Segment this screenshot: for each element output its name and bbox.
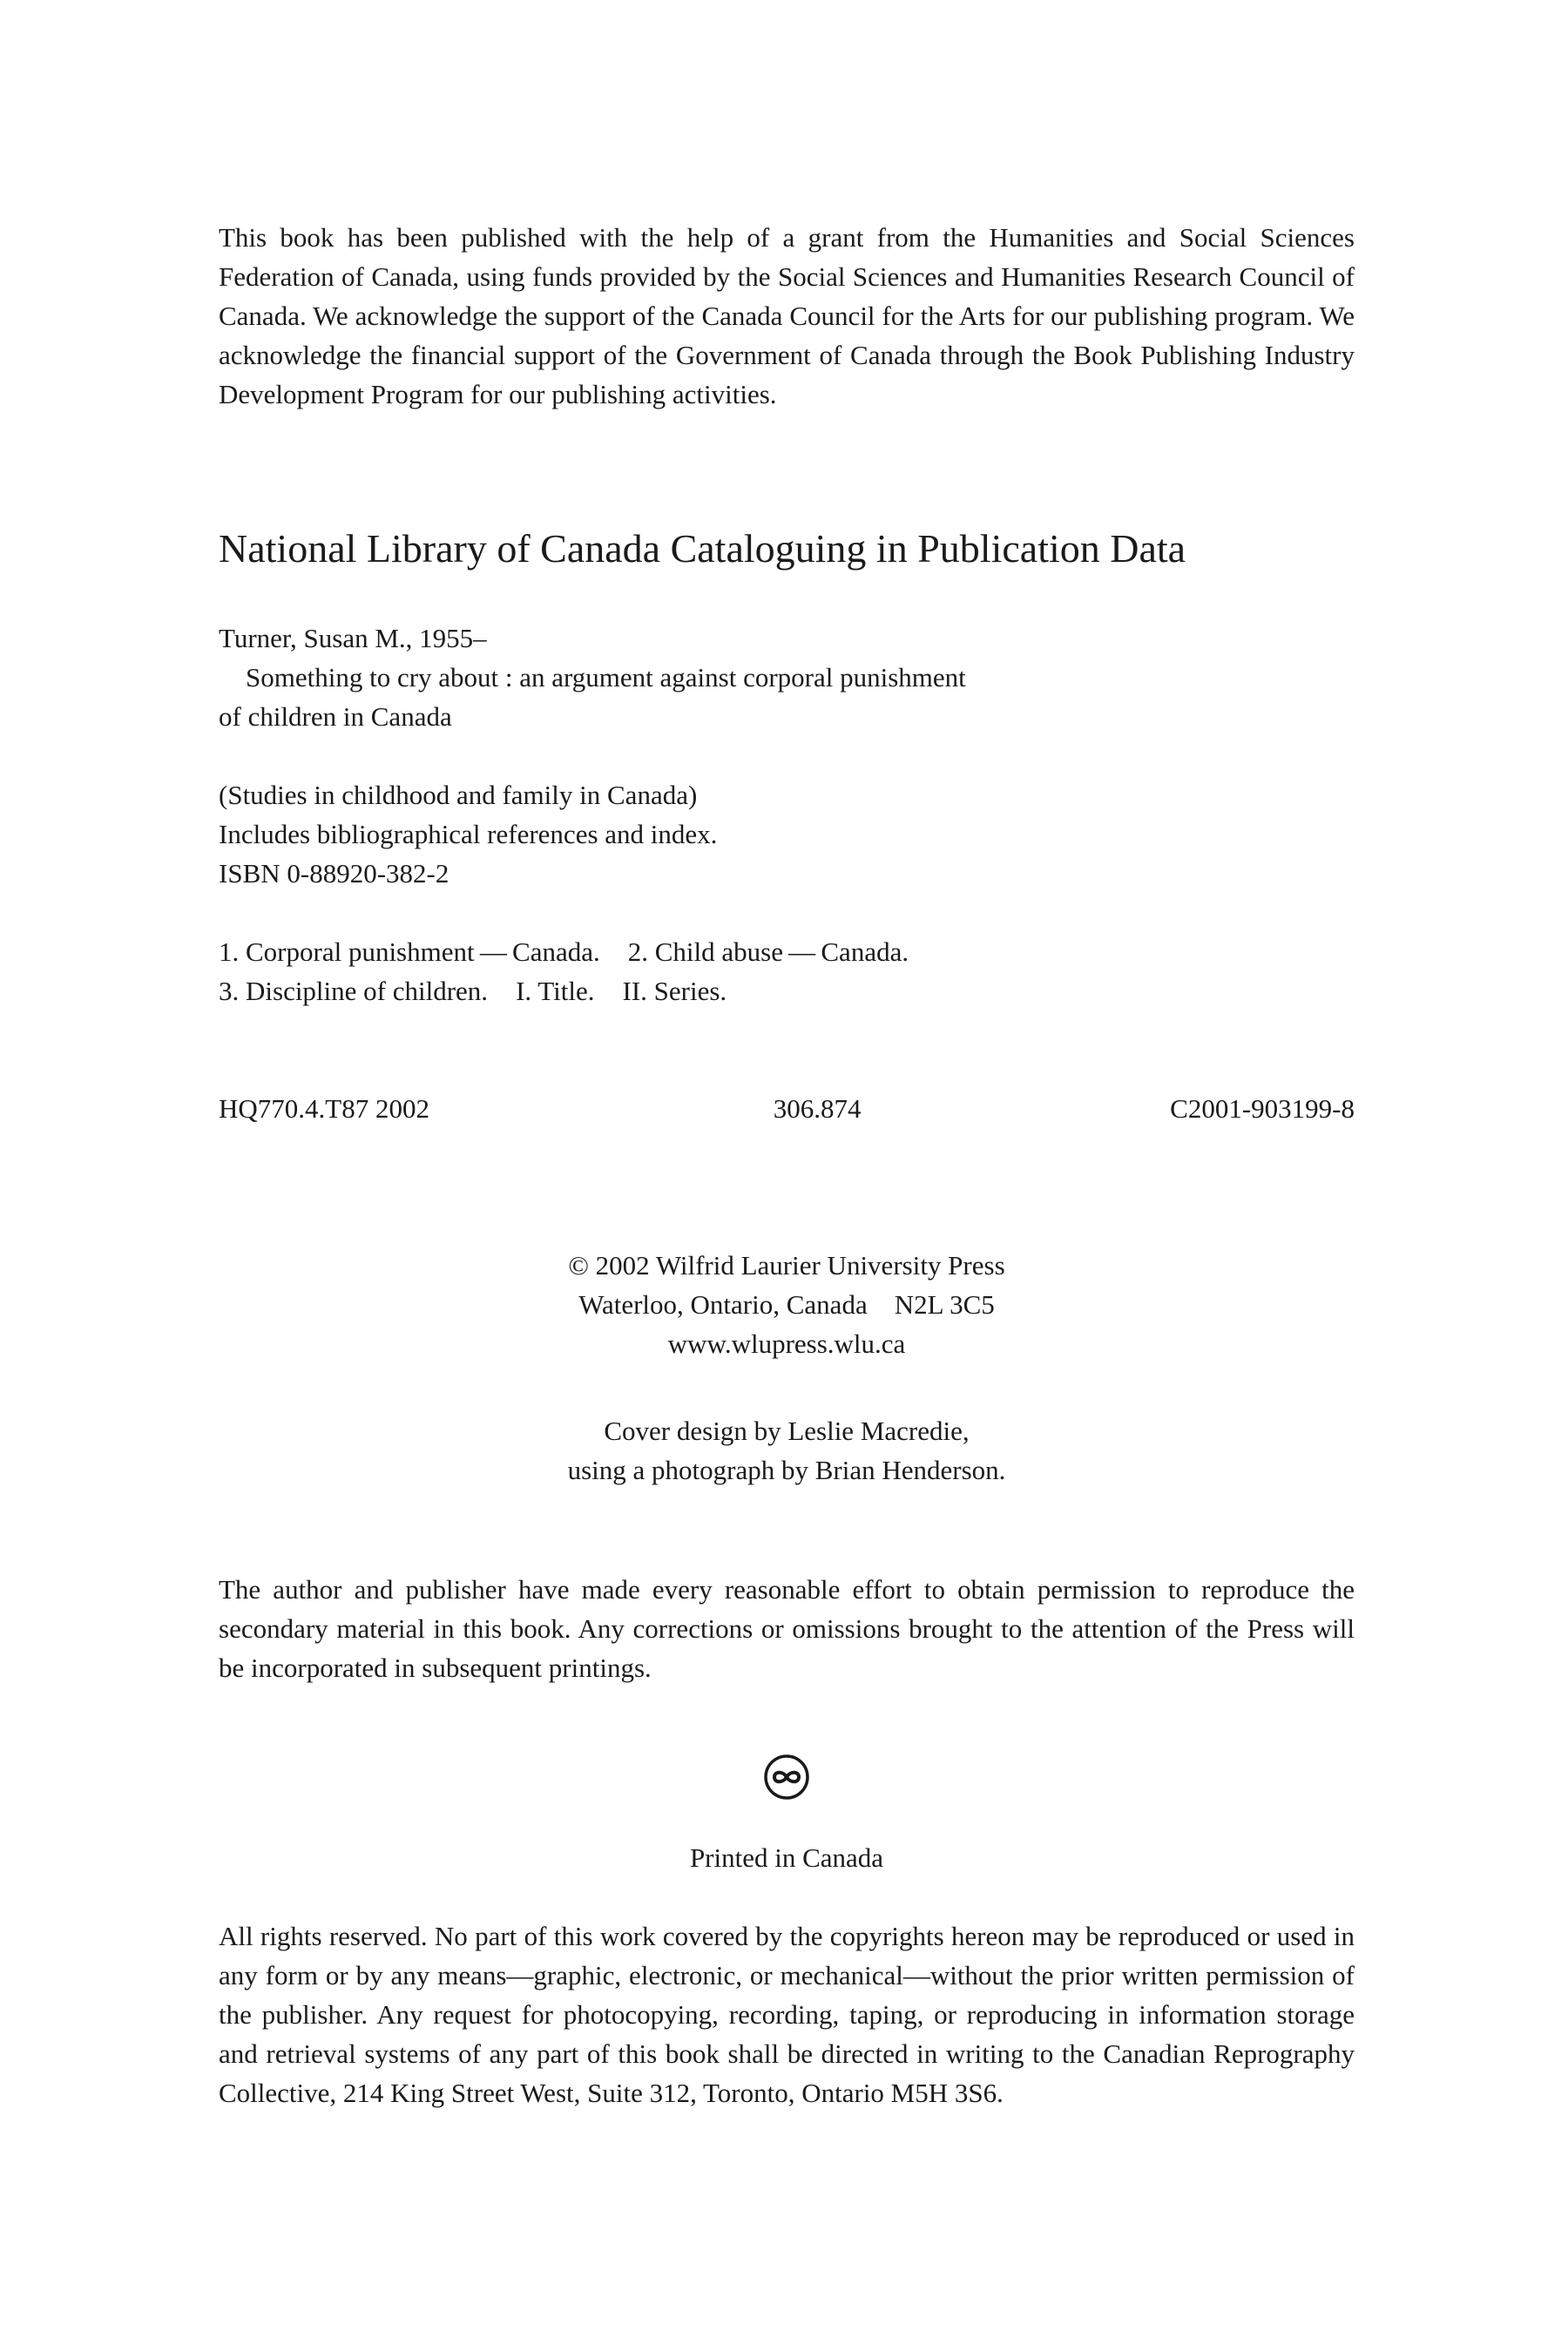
- cip-subject-series: II. Series.: [622, 976, 727, 1006]
- printed-in-canada: Printed in Canada: [689, 1842, 884, 1873]
- cip-number: C2001-903199-8: [1170, 1093, 1355, 1124]
- dewey-number: 306.874: [773, 1093, 862, 1124]
- cip-title-line-1: Something to cry about : an argument against corporal punishment: [246, 662, 966, 693]
- publisher-address: Waterloo, Ontario, Canada N2L 3C5: [578, 1289, 995, 1320]
- cip-subject-2: 2. Child abuse — Canada.: [627, 936, 909, 967]
- permissions-paragraph: The author and publisher have made every reasonable effort to obtain permission to reproduce the secondary material in this book. Any corrections or omissions brought to the attention of the Press will be incorporated in subsequent printings.: [219, 1574, 1355, 1683]
- cip-title-line-2: of children in Canada: [219, 701, 452, 732]
- grant-acknowledgement: [219, 218, 1355, 414]
- lc-call-number: HQ770.4.T87 2002: [219, 1093, 429, 1124]
- permissions-notice: [219, 1570, 1355, 1687]
- cip-notes: [219, 775, 1355, 893]
- cip-subject-3: 3. Discipline of children.: [219, 976, 489, 1006]
- cip-section: [219, 523, 1355, 575]
- publisher-url: www.wlupress.wlu.ca: [667, 1328, 906, 1359]
- permanent-paper-mark: [219, 1753, 1355, 1806]
- cip-call-numbers: [219, 1089, 1355, 1128]
- infinity-icon: [762, 1753, 811, 1806]
- cover-credit: [219, 1411, 1355, 1490]
- printed-in: [219, 1838, 1355, 1877]
- cip-subjects: [219, 932, 1355, 1010]
- cover-credit-line-2: using a photograph by Brian Henderson.: [567, 1455, 1006, 1485]
- cip-heading: National Library of Canada Cataloguing in Publication Data: [219, 526, 1186, 571]
- cip-record: [219, 618, 1355, 736]
- cip-series: (Studies in childhood and family in Canada): [219, 780, 698, 810]
- rights-paragraph: All rights reserved. No part of this work covered by the copyrights hereon may be reproduced or used in any form or by any means—graphic, electronic, or mechanical—without the prior written permission of the publisher. Any request for photocopying, recording, taping, or reproducing in information storage and retrieval systems of any part of this book shall be directed in writing to the Canadian Reprography Collective, 214 King Street West, Suite 312, Toronto, Ontario M5H 3S6.: [219, 1921, 1355, 2108]
- cip-subject-1: 1. Corporal punishment — Canada.: [219, 936, 600, 967]
- cover-credit-line-1: Cover design by Leslie Macredie,: [604, 1416, 970, 1446]
- rights-notice: [219, 1916, 1355, 2112]
- grant-paragraph: This book has been published with the help of a grant from the Humanities and Social Sciences Federation of Canada, using funds provided by the Social Sciences and Humanities Research Council of Canada. We acknowledge the support of the Canada Council for the Arts for our publishing program. We acknowledge the financial support of the Government of Canada through the Book Publishing Industry Development Program for our publishing activities.: [219, 222, 1355, 409]
- cip-subject-title: I. Title.: [516, 976, 595, 1006]
- publisher-block: [219, 1246, 1355, 1363]
- cip-isbn: ISBN 0-88920-382-2: [219, 858, 449, 889]
- cip-bibliography-note: Includes bibliographical references and index.: [219, 819, 718, 849]
- copyright-line: © 2002 Wilfrid Laurier University Press: [568, 1250, 1005, 1281]
- cip-author: Turner, Susan M., 1955–: [219, 623, 487, 653]
